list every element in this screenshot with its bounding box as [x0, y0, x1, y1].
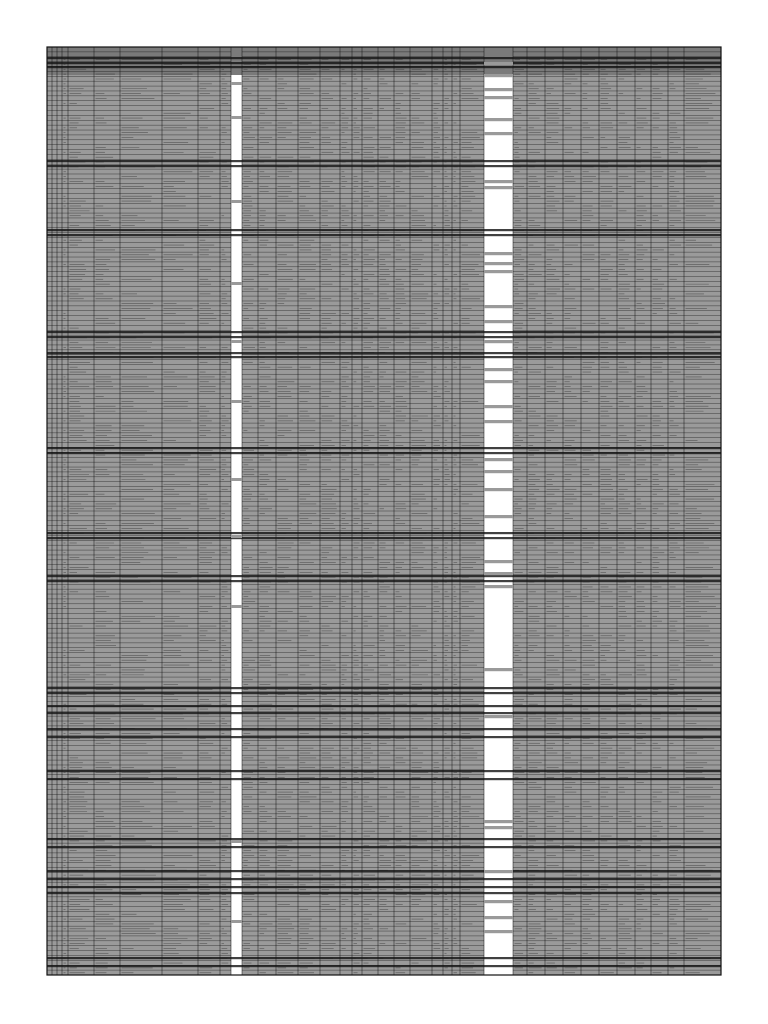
spanning-row-notch	[484, 262, 513, 265]
spanning-row-notch	[484, 118, 513, 121]
section-separator	[47, 770, 721, 772]
spanning-row-notch	[484, 826, 513, 829]
spanning-row-notch	[484, 270, 513, 273]
section-separator	[47, 447, 721, 449]
spanning-row-notch	[484, 96, 513, 99]
section-separator	[47, 838, 721, 840]
spanning-row-notch	[484, 458, 513, 461]
spanning-row-notch	[484, 320, 513, 323]
spanning-row-notch	[231, 535, 242, 538]
spanning-row-notch	[484, 340, 513, 343]
spanning-row-notch	[484, 560, 513, 563]
spanning-row-notch	[484, 470, 513, 473]
section-separator	[47, 736, 721, 738]
spanning-row-notch	[484, 252, 513, 255]
spanning-row-notch	[484, 515, 513, 518]
spanning-row-notch	[484, 870, 513, 873]
blank-column-block	[231, 47, 242, 975]
spanning-row-notch	[484, 132, 513, 135]
section-separator	[47, 66, 721, 68]
section-separator	[47, 62, 721, 64]
section-separator	[47, 575, 721, 577]
spanning-row-notch	[484, 405, 513, 408]
section-separator	[47, 229, 721, 231]
section-separator	[47, 892, 721, 894]
spanning-row-notch	[231, 840, 242, 843]
spanning-row-notch	[484, 420, 513, 423]
section-separator	[47, 886, 721, 888]
spanning-row-notch	[484, 186, 513, 189]
spanning-row-notch	[231, 82, 242, 85]
section-separator	[47, 331, 721, 333]
spanning-row-notch	[484, 930, 513, 933]
spanning-row-notch	[484, 74, 513, 77]
section-separator	[47, 452, 721, 454]
spanning-row-notch	[484, 585, 513, 588]
section-separator	[47, 692, 721, 694]
spanning-row-notch	[231, 282, 242, 285]
spanning-row-notch	[231, 340, 242, 343]
section-separator	[47, 57, 721, 59]
spanning-row-notch	[484, 668, 513, 671]
spanning-row-notch	[484, 380, 513, 383]
spanning-row-notch	[231, 478, 242, 481]
spanning-row-notch	[484, 305, 513, 308]
spanning-row-notch	[484, 820, 513, 823]
spanning-row-notch	[231, 200, 242, 203]
section-separator	[47, 705, 721, 707]
section-separator	[47, 336, 721, 338]
spanning-row-notch	[231, 400, 242, 403]
header-band	[47, 47, 721, 75]
spanning-row-notch	[484, 488, 513, 491]
section-separator	[47, 846, 721, 848]
spanning-row-notch	[484, 62, 513, 65]
spanning-row-notch	[484, 715, 513, 718]
spanning-row-notch	[484, 916, 513, 919]
spanning-row-notch	[231, 116, 242, 119]
spanning-row-notch	[484, 368, 513, 371]
section-separator	[47, 687, 721, 689]
spanning-row-notch	[231, 605, 242, 608]
spanning-row-notch	[484, 88, 513, 91]
spanning-row-notch	[231, 920, 242, 923]
section-separator	[47, 965, 721, 967]
spanning-row-notch	[484, 900, 513, 903]
spanning-row-notch	[484, 572, 513, 575]
section-separator	[47, 778, 721, 780]
spanning-row-notch	[484, 180, 513, 183]
